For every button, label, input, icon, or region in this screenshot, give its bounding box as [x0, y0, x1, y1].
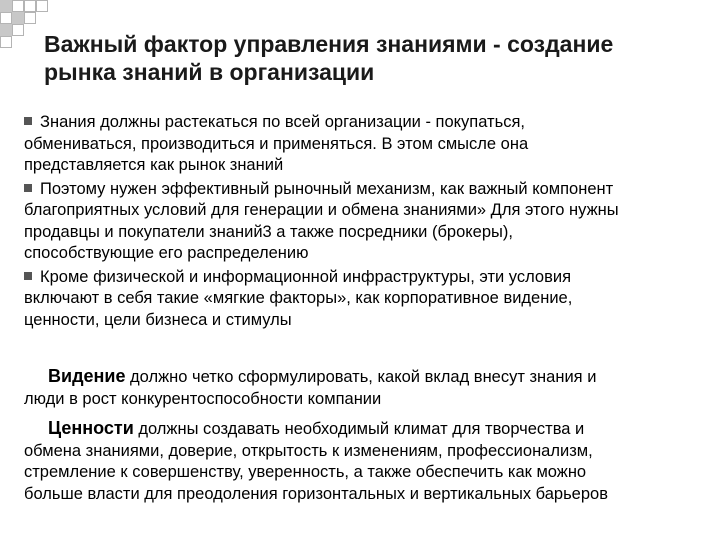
- deco-square-outline-1: [12, 0, 24, 12]
- deco-square-outline-5: [0, 12, 12, 24]
- square-bullet-icon: [24, 117, 32, 125]
- title-line-1: Важный фактор управления знаниями - создание: [44, 31, 614, 57]
- values-line-2: обмена знаниями, доверие, открытость к изменениям, профессионализм,: [24, 441, 593, 460]
- bullet-item: [24, 179, 688, 265]
- bullet-3-line-3: ценности, цели бизнеса и стимулы: [24, 310, 292, 329]
- bullet-2-line-1: Поэтому нужен эффективный рыночный механизм, как важный компонент: [40, 179, 614, 198]
- deco-square-outline-3: [36, 0, 48, 12]
- deco-square-gray-1: [0, 0, 12, 12]
- slide-title: [44, 30, 684, 86]
- title-line-2: рынка знаний в организации: [44, 59, 375, 85]
- bullet-2-line-2: благоприятных условий для генерации и обмена знаниями» Для этого нужны: [24, 201, 619, 219]
- vision-paragraph: [24, 366, 688, 410]
- vision-keyword: Видение: [48, 366, 126, 386]
- bullet-3-line-2: включают в себя такие «мягкие факторы», как корпоративное видение,: [24, 289, 573, 307]
- values-line-3: стремление к совершенству, уверенность, а также обеспечить как можно: [24, 463, 587, 481]
- vision-line-2: люди в рост конкурентоспособности компании: [24, 389, 382, 408]
- values-keyword: Ценности: [48, 418, 134, 438]
- deco-square-outline-7: [0, 36, 12, 48]
- bullet-2-line-3: продавцы и покупатели знаний3 а также посредники (брокеры),: [24, 222, 513, 241]
- bullet-1-line-2: обмениваться, производиться и применяться. В этом смысле она: [24, 134, 529, 153]
- square-bullet-icon: [24, 272, 32, 280]
- deco-square-outline-2: [24, 0, 36, 12]
- deco-square-gray-2: [12, 12, 24, 24]
- bullet-1-line-3: представляется как рынок знаний: [24, 156, 284, 174]
- values-paragraph: [24, 418, 688, 505]
- bullet-item: [24, 267, 688, 332]
- square-bullet-icon: [24, 184, 32, 192]
- bullet-2-line-4: способствующие его распределению: [24, 244, 309, 262]
- bullet-1-line-1: Знания должны растекаться по всей организации - покупаться,: [40, 113, 525, 131]
- vision-line-1: должно четко сформулировать, какой вклад внесут знания и: [125, 368, 597, 386]
- bullet-list: [24, 112, 688, 333]
- values-line-1: должны создавать необходимый климат для творчества и: [133, 420, 585, 438]
- values-line-4: больше власти для преодоления горизонтальных и вертикальных барьеров: [24, 484, 608, 503]
- bullet-item: [24, 112, 688, 177]
- deco-square-outline-4: [24, 12, 36, 24]
- bullet-3-line-1: Кроме физической и информационной инфраструктуры, эти условия: [40, 267, 572, 286]
- deco-square-outline-6: [12, 24, 24, 36]
- deco-square-gray-3: [0, 24, 12, 36]
